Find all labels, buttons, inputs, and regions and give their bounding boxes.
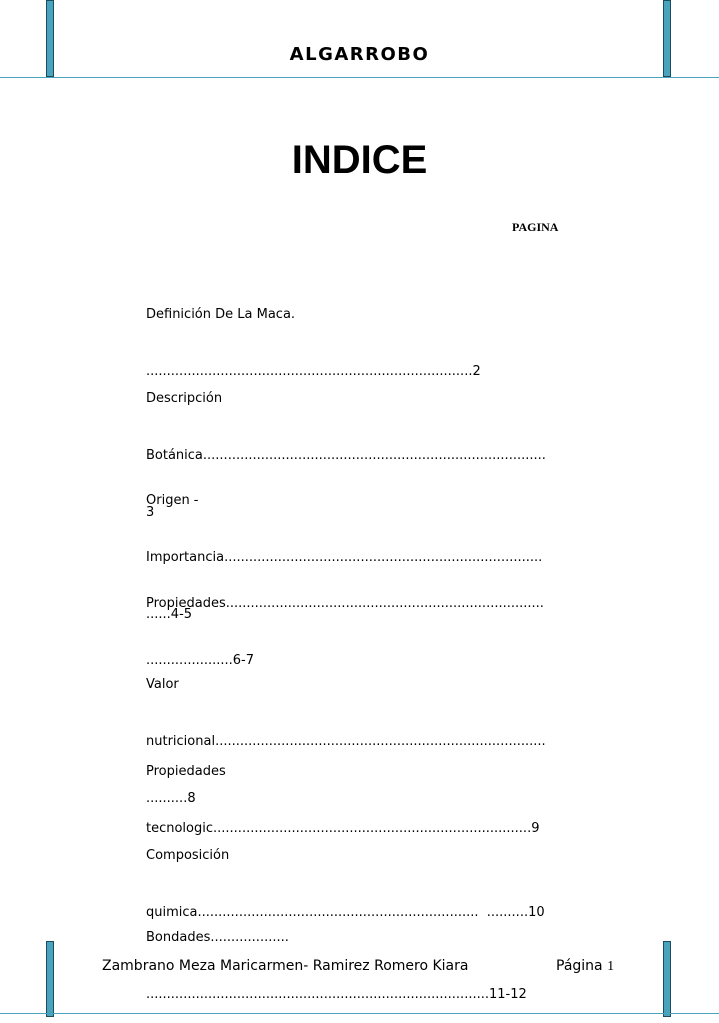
toc-entry-line: nutricional................................................................................	[146, 734, 546, 749]
toc-entry-line: ...................................................................................11-12	[146, 987, 527, 1002]
toc-entry-line: Descripción	[146, 391, 223, 406]
toc-entry-line: Importancia.............................................................................	[146, 550, 543, 565]
footer-right-bar	[663, 941, 671, 1017]
footer-page	[556, 958, 614, 975]
toc-entry-line: Botánica...................................................................................	[146, 448, 546, 463]
toc-entry-line: Propiedades.............................................................................	[146, 596, 544, 611]
toc-entry-line: Bondades...................	[146, 930, 289, 945]
toc-entry-line: ...............................................................................2	[146, 364, 481, 379]
column-heading: PAGINA	[512, 220, 559, 234]
header-title: ALGARROBO	[289, 44, 430, 65]
toc-entry-line: Valor	[146, 677, 179, 692]
toc-entry-line: Propiedades	[146, 764, 226, 779]
toc-entry-line: ......4-5	[146, 607, 193, 622]
toc-entry-line: ..........8	[146, 791, 196, 806]
header-rule	[0, 77, 719, 78]
toc-entry-line: Definición De La Maca.	[146, 307, 296, 322]
toc-entry-line: .....................6-7	[146, 653, 255, 668]
toc-entry-line: 3	[146, 505, 155, 520]
header-right-bar	[663, 0, 671, 77]
footer-left-bar	[46, 941, 54, 1017]
toc-entry-line: quimica.................................................................... ..........10	[146, 905, 545, 920]
footer-page-label: Página	[556, 958, 603, 974]
toc-entry-line: Origen -	[146, 493, 199, 508]
toc-entry-bondades	[146, 890, 626, 1023]
toc-entry-line: Composición	[146, 848, 230, 863]
footer-authors: Zambrano Meza Maricarmen- Ramirez Romero Kiara	[102, 958, 469, 974]
toc-entry-line: tecnologic.............................................................................9	[146, 821, 540, 836]
page-title: INDICE	[291, 138, 428, 182]
footer-rule	[0, 1013, 719, 1014]
footer-page-number: 1	[607, 959, 615, 974]
header-left-bar	[46, 0, 54, 77]
